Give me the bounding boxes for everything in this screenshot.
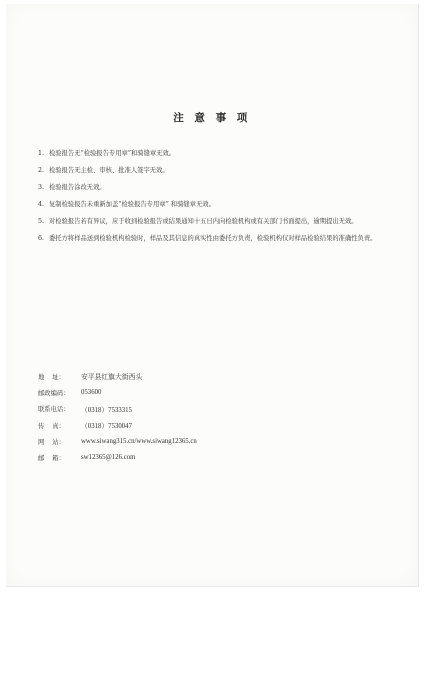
- notice-number: 5.: [38, 218, 45, 225]
- contact-label: 联系电话：: [38, 406, 70, 414]
- address-value: 安平县红旗大街西头: [81, 374, 143, 382]
- notice-number: 4.: [38, 201, 45, 208]
- contact-label: 邮 箱：: [38, 455, 65, 463]
- notice-list: [38, 149, 390, 251]
- page-title: 注 意 事 项: [173, 112, 251, 124]
- contact-row-fax: [38, 417, 378, 433]
- postcode-value: 053600: [81, 388, 102, 396]
- notice-item: [38, 166, 390, 176]
- scanned-page: [6, 4, 419, 587]
- phone-value: （0318）7533315: [81, 406, 132, 414]
- notice-text: 委托方将样品送到检验机构检验时，样品及其信息的真实性由委托方负责，检验机构仅对样品检验结果的准确性负责。: [49, 235, 377, 242]
- notice-number: 6.: [38, 235, 45, 242]
- notice-number: 1.: [38, 150, 45, 157]
- notice-number: 3.: [38, 184, 45, 191]
- contact-row-email: [38, 449, 378, 465]
- contact-row-postcode: [38, 384, 378, 400]
- website-value: www.siwang315.cn/www.siwang12365.cn: [81, 437, 197, 445]
- notice-item: [38, 234, 390, 244]
- notice-text: 对检验报告若有异议，应于收到检验报告或结果通知十五日内向检验机构或有关部门书面提出，逾期提出无效。: [49, 218, 358, 225]
- notice-text: 检验报告无主检、审核、批准人签字无效。: [49, 167, 169, 174]
- notice-item: [38, 217, 390, 227]
- notice-item: [38, 183, 390, 193]
- contact-label: 网 站：: [38, 438, 65, 446]
- email-value: sw12365@126.com: [81, 454, 136, 462]
- contact-row-phone: [38, 401, 378, 417]
- contact-label: 邮政编码：: [38, 389, 70, 397]
- notice-text: 检验报告无“检验报告专用章”和骑缝章无效。: [49, 150, 176, 157]
- notice-text: 检验报告涂改无效。: [49, 184, 106, 191]
- notice-item: [38, 149, 390, 159]
- fax-value: （0318）7530047: [81, 423, 132, 431]
- contact-row-website: [38, 433, 378, 449]
- contact-label: 地 址：: [38, 373, 65, 381]
- contact-info: [38, 368, 378, 466]
- contact-row-address: [38, 368, 378, 384]
- notice-number: 2.: [38, 167, 45, 174]
- notice-text: 复制检验报告未重新加盖“检验报告专用章” 和骑缝章无效。: [49, 201, 215, 208]
- contact-label: 传 真：: [38, 422, 65, 430]
- notice-item: [38, 200, 390, 210]
